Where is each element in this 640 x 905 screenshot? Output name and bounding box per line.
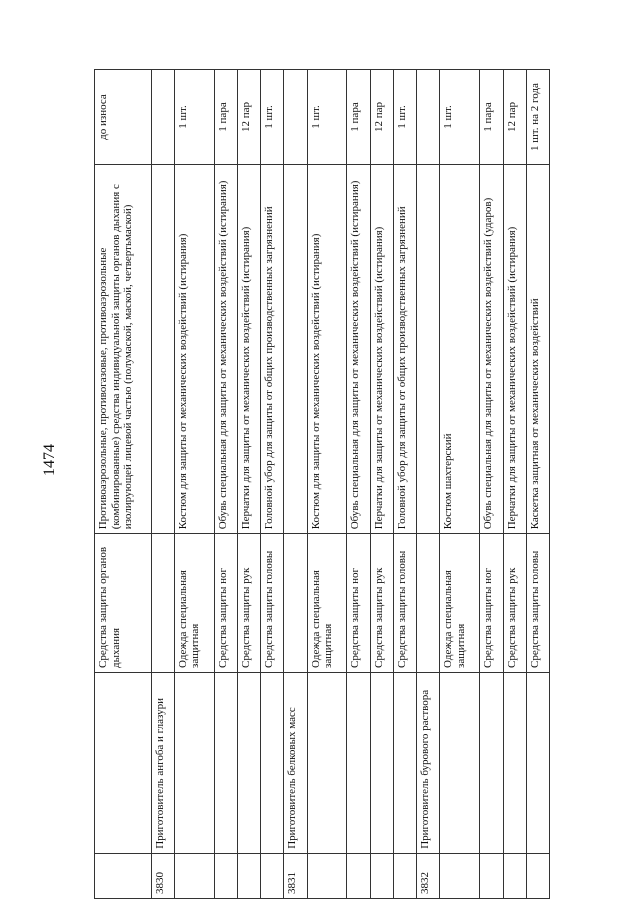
ppe-type-cell: Средства защиты ног bbox=[214, 534, 237, 673]
code-cell bbox=[347, 853, 370, 898]
table-row bbox=[417, 70, 440, 899]
ppe-type-cell: Средства защиты ног bbox=[347, 534, 370, 673]
ppe-item-cell: Перчатки для защиты от механических воздействий (истирания) bbox=[237, 165, 260, 534]
table-row bbox=[503, 70, 526, 899]
table-row bbox=[393, 70, 416, 899]
ppe-item-cell: Обувь специальная для защиты от механических воздействий (истирания) bbox=[214, 165, 237, 534]
profession-cell bbox=[237, 672, 260, 853]
ppe-type-cell: Средства защиты головы bbox=[526, 534, 549, 673]
ppe-item-cell: Каскетка защитная от механических воздействий bbox=[526, 165, 549, 534]
code-cell bbox=[440, 853, 480, 898]
ppe-type-cell: Средства защиты головы bbox=[261, 534, 284, 673]
profession-cell: Приготовитель ангоба и глазури bbox=[151, 672, 174, 853]
ppe-item-cell bbox=[417, 165, 440, 534]
table-row bbox=[237, 70, 260, 899]
table-row bbox=[261, 70, 284, 899]
norm-cell bbox=[151, 70, 174, 165]
rotated-table-sheet bbox=[94, 69, 550, 899]
code-cell bbox=[307, 853, 347, 898]
norm-cell: до износа bbox=[95, 70, 152, 165]
code-cell bbox=[526, 853, 549, 898]
ppe-item-cell: Головной убор для защиты от общих производственных загрязнений bbox=[261, 165, 284, 534]
profession-cell bbox=[503, 672, 526, 853]
ppe-item-cell: Костюм шахтерский bbox=[440, 165, 480, 534]
norm-cell: 12 пар bbox=[503, 70, 526, 165]
code-cell bbox=[480, 853, 503, 898]
table-row bbox=[480, 70, 503, 899]
table-row bbox=[174, 70, 214, 899]
code-cell: 3832 bbox=[417, 853, 440, 898]
norm-cell: 1 шт. bbox=[261, 70, 284, 165]
ppe-type-cell: Одежда специальная защитная bbox=[307, 534, 347, 673]
profession-cell bbox=[261, 672, 284, 853]
table-row bbox=[370, 70, 393, 899]
profession-cell bbox=[526, 672, 549, 853]
profession-cell bbox=[95, 672, 152, 853]
norm-cell: 1 шт. bbox=[393, 70, 416, 165]
ppe-type-cell: Средства защиты органов дыхания bbox=[95, 534, 152, 673]
norm-cell: 1 пара bbox=[214, 70, 237, 165]
profession-cell bbox=[440, 672, 480, 853]
code-cell bbox=[214, 853, 237, 898]
ppe-type-cell: Одежда специальная защитная bbox=[174, 534, 214, 673]
ppe-type-cell: Средства защиты рук bbox=[370, 534, 393, 673]
ppe-item-cell: Обувь специальная для защиты от механических воздействий (истирания) bbox=[347, 165, 370, 534]
ppe-type-cell bbox=[417, 534, 440, 673]
table-row bbox=[440, 70, 480, 899]
norm-cell: 1 шт. bbox=[307, 70, 347, 165]
norm-cell bbox=[417, 70, 440, 165]
code-cell bbox=[174, 853, 214, 898]
ppe-item-cell bbox=[284, 165, 307, 534]
code-cell bbox=[261, 853, 284, 898]
ppe-item-cell bbox=[151, 165, 174, 534]
ppe-item-cell: Костюм для защиты от механических воздействий (истирания) bbox=[174, 165, 214, 534]
ppe-item-cell: Головной убор для защиты от общих производственных загрязнений bbox=[393, 165, 416, 534]
ppe-type-cell bbox=[151, 534, 174, 673]
ppe-type-cell bbox=[284, 534, 307, 673]
norm-cell: 12 пар bbox=[237, 70, 260, 165]
norm-cell: 1 шт. bbox=[440, 70, 480, 165]
ppe-item-cell: Перчатки для защиты от механических воздействий (истирания) bbox=[503, 165, 526, 534]
code-cell: 3831 bbox=[284, 853, 307, 898]
ppe-item-cell: Костюм для защиты от механических воздействий (истирания) bbox=[307, 165, 347, 534]
table-row bbox=[284, 70, 307, 899]
ppe-type-cell: Средства защиты рук bbox=[503, 534, 526, 673]
table-row bbox=[347, 70, 370, 899]
ppe-norms-table bbox=[94, 69, 550, 899]
ppe-item-cell: Обувь специальная для защиты от механических воздействий (ударов) bbox=[480, 165, 503, 534]
table-row bbox=[95, 70, 152, 899]
norm-cell: 1 шт. bbox=[174, 70, 214, 165]
profession-cell bbox=[174, 672, 214, 853]
code-cell bbox=[95, 853, 152, 898]
profession-cell: Приготовитель бурового раствора bbox=[417, 672, 440, 853]
profession-cell bbox=[480, 672, 503, 853]
ppe-item-cell: Противоаэрозольные, противогазовые, противоаэрозольные (комбинированные) средства индивидуальной защиты органов дыхания с изолирующей лицевой частью (полумаской, маской, четвертьмаской) bbox=[95, 165, 152, 534]
page-number: 1474 bbox=[41, 444, 58, 476]
norm-cell: 1 шт. на 2 года bbox=[526, 70, 549, 165]
table-body bbox=[95, 70, 550, 899]
profession-cell bbox=[347, 672, 370, 853]
norm-cell: 12 пар bbox=[370, 70, 393, 165]
table-row bbox=[526, 70, 549, 899]
profession-cell: Приготовитель белковых масс bbox=[284, 672, 307, 853]
profession-cell bbox=[307, 672, 347, 853]
table-row bbox=[151, 70, 174, 899]
norm-cell bbox=[284, 70, 307, 165]
code-cell: 3830 bbox=[151, 853, 174, 898]
code-cell bbox=[237, 853, 260, 898]
ppe-item-cell: Перчатки для защиты от механических воздействий (истирания) bbox=[370, 165, 393, 534]
norm-cell: 1 пара bbox=[480, 70, 503, 165]
table-row bbox=[214, 70, 237, 899]
profession-cell bbox=[214, 672, 237, 853]
profession-cell bbox=[370, 672, 393, 853]
table-row bbox=[307, 70, 347, 899]
code-cell bbox=[503, 853, 526, 898]
ppe-type-cell: Средства защиты головы bbox=[393, 534, 416, 673]
profession-cell bbox=[393, 672, 416, 853]
code-cell bbox=[370, 853, 393, 898]
code-cell bbox=[393, 853, 416, 898]
ppe-type-cell: Средства защиты рук bbox=[237, 534, 260, 673]
ppe-type-cell: Одежда специальная защитная bbox=[440, 534, 480, 673]
ppe-type-cell: Средства защиты ног bbox=[480, 534, 503, 673]
norm-cell: 1 пара bbox=[347, 70, 370, 165]
